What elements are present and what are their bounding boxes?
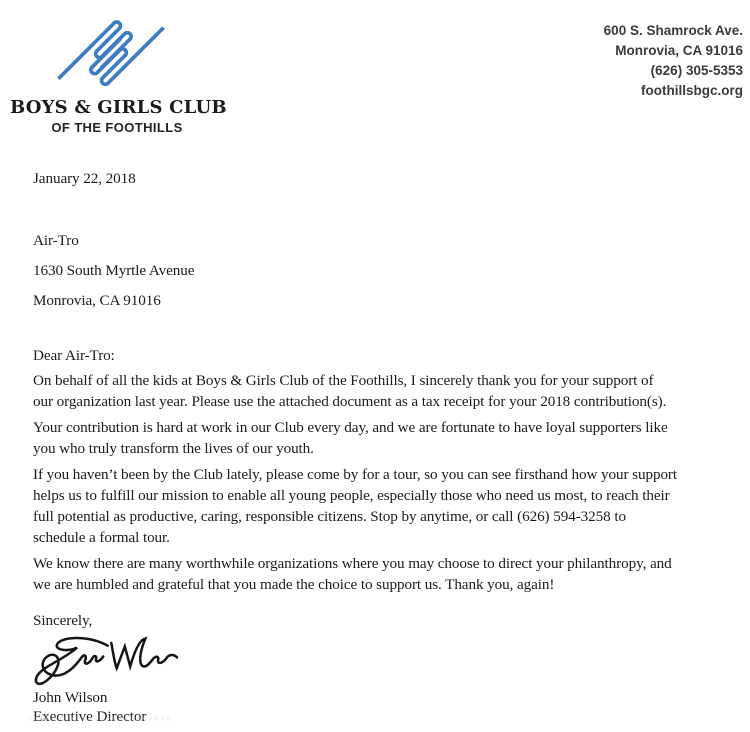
- letter-line: If you haven’t been by the Club lately, please come by for a tour, so you can see firsthand how your support: [33, 466, 678, 483]
- letter-line: our organization last year. Please use the attached document as a tax receipt for your 2018 contribution(s).: [33, 393, 667, 410]
- recipient-city: Monrovia, CA 91016: [33, 292, 161, 309]
- boys-girls-club-interlocking-hands-icon: [57, 11, 165, 97]
- org-name: BOYS & GIRLS CLUB: [10, 97, 227, 118]
- paragraph-4: [33, 553, 747, 595]
- signer-name: John Wilson: [33, 689, 108, 706]
- contact-block: [604, 21, 743, 101]
- paragraph-3: [33, 464, 747, 548]
- scan-artifact: [28, 717, 170, 724]
- paragraph-2: [33, 417, 747, 459]
- signer-title: Executive Director: [33, 708, 147, 725]
- letter-line: We know there are many worthwhile organizations where you may choose to direct your philanthropy, and: [33, 555, 672, 572]
- letter-line: we are humbled and grateful that you made the choice to support us. Thank you, again!: [33, 576, 555, 593]
- letter-line: helps us to fulfill our mission to enable all young people, especially those who need us most, to reach their: [33, 487, 670, 504]
- letter-body: [33, 168, 747, 726]
- letter-line: Your contribution is hard at work in our Club every day, and we are fortunate to have loyal supporters like: [33, 419, 668, 436]
- letter-line: full potential as productive, caring, responsible citizens. Stop by anytime, or call (626) 594-3258 to: [33, 508, 626, 525]
- letter-line: schedule a formal tour.: [33, 529, 170, 546]
- contact-address-line2: Monrovia, CA 91016: [615, 43, 743, 58]
- recipient-block: [33, 226, 747, 316]
- letter-date: January 22, 2018: [33, 170, 136, 187]
- recipient-street: 1630 South Myrtle Avenue: [33, 262, 195, 279]
- recipient-name: Air-Tro: [33, 232, 79, 249]
- contact-address-line1: 600 S. Shamrock Ave.: [603, 23, 743, 38]
- handwritten-signature: [30, 634, 180, 688]
- contact-website: foothillsbgc.org: [641, 83, 743, 98]
- salutation: Dear Air-Tro:: [33, 347, 115, 364]
- contact-phone: (626) 305-5353: [650, 63, 743, 78]
- org-subname: OF THE FOOTHILLS: [51, 120, 183, 135]
- letter-line: you who truly transform the lives of our youth.: [33, 440, 314, 457]
- letter-line: On behalf of all the kids at Boys & Girls Club of the Foothills, I sincerely thank you for your support of: [33, 372, 654, 389]
- closing: Sincerely,: [33, 612, 93, 629]
- paragraph-1: [33, 370, 747, 412]
